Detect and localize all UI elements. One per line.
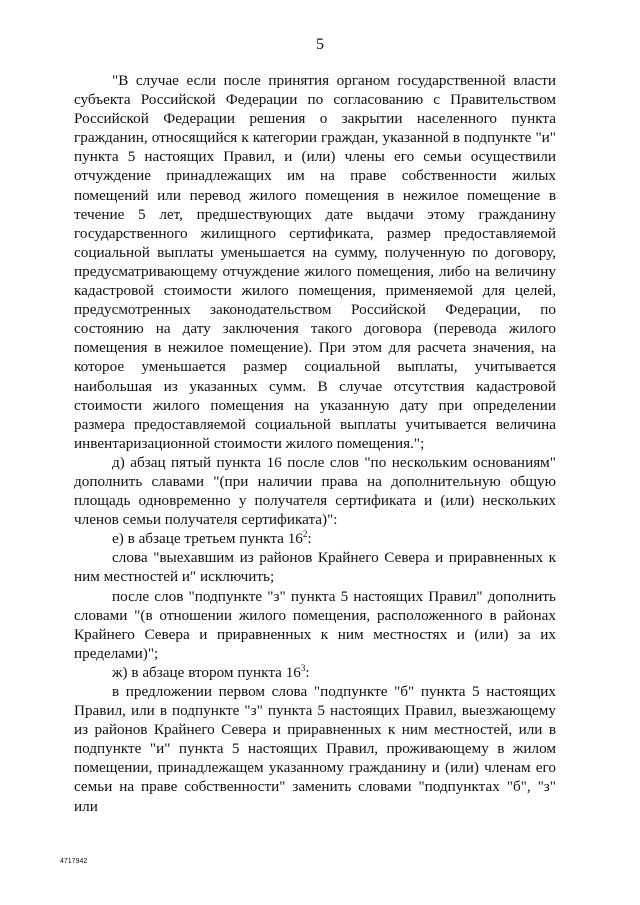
paragraph-text: "В случае если после принятия органом государственной власти субъекта Российской Федерации по согласованию с Правительством Российской Федерации решения о закрытии населенного пункта гражданин, относящийся к категории граждан, указанной в подпункте "и" пункта 5 настоящих Правил, и (или) члены его семьи осуществили отчуждение принадлежащих им на праве собственности жилых помещений или перевод жилого помещения в нежилое помещение в течение 5 лет, предшествующих дате выдачи этому гражданину государственного жилищного сертификата, размер предоставляемой социальной выплаты уменьшается на сумму, полученную по договору, предусматривающему отчуждение жилого помещения, либо на величину кадастровой стоимости жилого помещения, применяемой для целей, предусмотренных законодательством Российской Федерации, по состоянию на дату заключения такого договора (перевода жилого помещения в нежилое помещение). При этом для расчета значения, на которое уменьшается размер социальной выплаты, учитывается наибольшая из указанных сумм. В случае отсутствия кадастровой стоимости жилого помещения на указанную дату при определении размера предоставляемой социальной выплаты учитывается величина инвентаризационной стоимости жилого помещения.";	[74, 72, 556, 452]
paragraph-text-after: :	[307, 530, 312, 548]
document-body	[74, 71, 556, 816]
paragraph-text: ж) в абзаце втором пункта 16	[112, 663, 301, 681]
paragraph-item-e	[74, 529, 556, 548]
paragraph-text-after: :	[305, 663, 310, 681]
paragraph-add-words	[74, 587, 556, 663]
paragraph-text: д) абзац пятый пункта 16 после слов "по нескольким основаниям" дополнить славами "(при наличии права на дополнительную общую площадь одновременно у получателя сертификата и (или) нескольких членов семьи получателя сертификата)":	[74, 453, 556, 529]
paragraph-text: е) в абзаце третьем пункта 16	[112, 530, 303, 548]
document-code: 4717942	[60, 858, 88, 865]
paragraph-item-zh	[74, 663, 556, 682]
paragraph-text: слова "выехавшим из районов Крайнего Севера и приравненных к ним местностей и" исключить;	[74, 549, 556, 586]
superscript: 3	[300, 662, 306, 673]
paragraph-first-sentence	[74, 682, 556, 816]
paragraph-quoted-rule	[74, 71, 556, 453]
paragraph-text: в предложении первом слова "подпункте "б" пункта 5 настоящих Правил, или в подпункте "з" пункта 5 настоящих Правил, выезжающему из районов Крайнего Севера и приравненных к ним местностей, или в подпункте "и" пункта 5 настоящих Правил, проживающему в жилом помещении, принадлежащем указанному гражданину и (или) членам его семьи на праве собственности" заменить словами "подпунктах "б", "з" или	[74, 683, 556, 815]
paragraph-item-d	[74, 453, 556, 529]
superscript: 2	[302, 529, 308, 540]
page-number: 5	[316, 36, 324, 53]
paragraph-text: после слов "подпункте "з" пункта 5 настоящих Правил" дополнить словами "(в отношении жилого помещения, расположенного в районах Крайнего Севера и приравненных к ним местностях и (или) за их пределами)";	[74, 587, 556, 662]
paragraph-exclude-words	[74, 548, 556, 586]
